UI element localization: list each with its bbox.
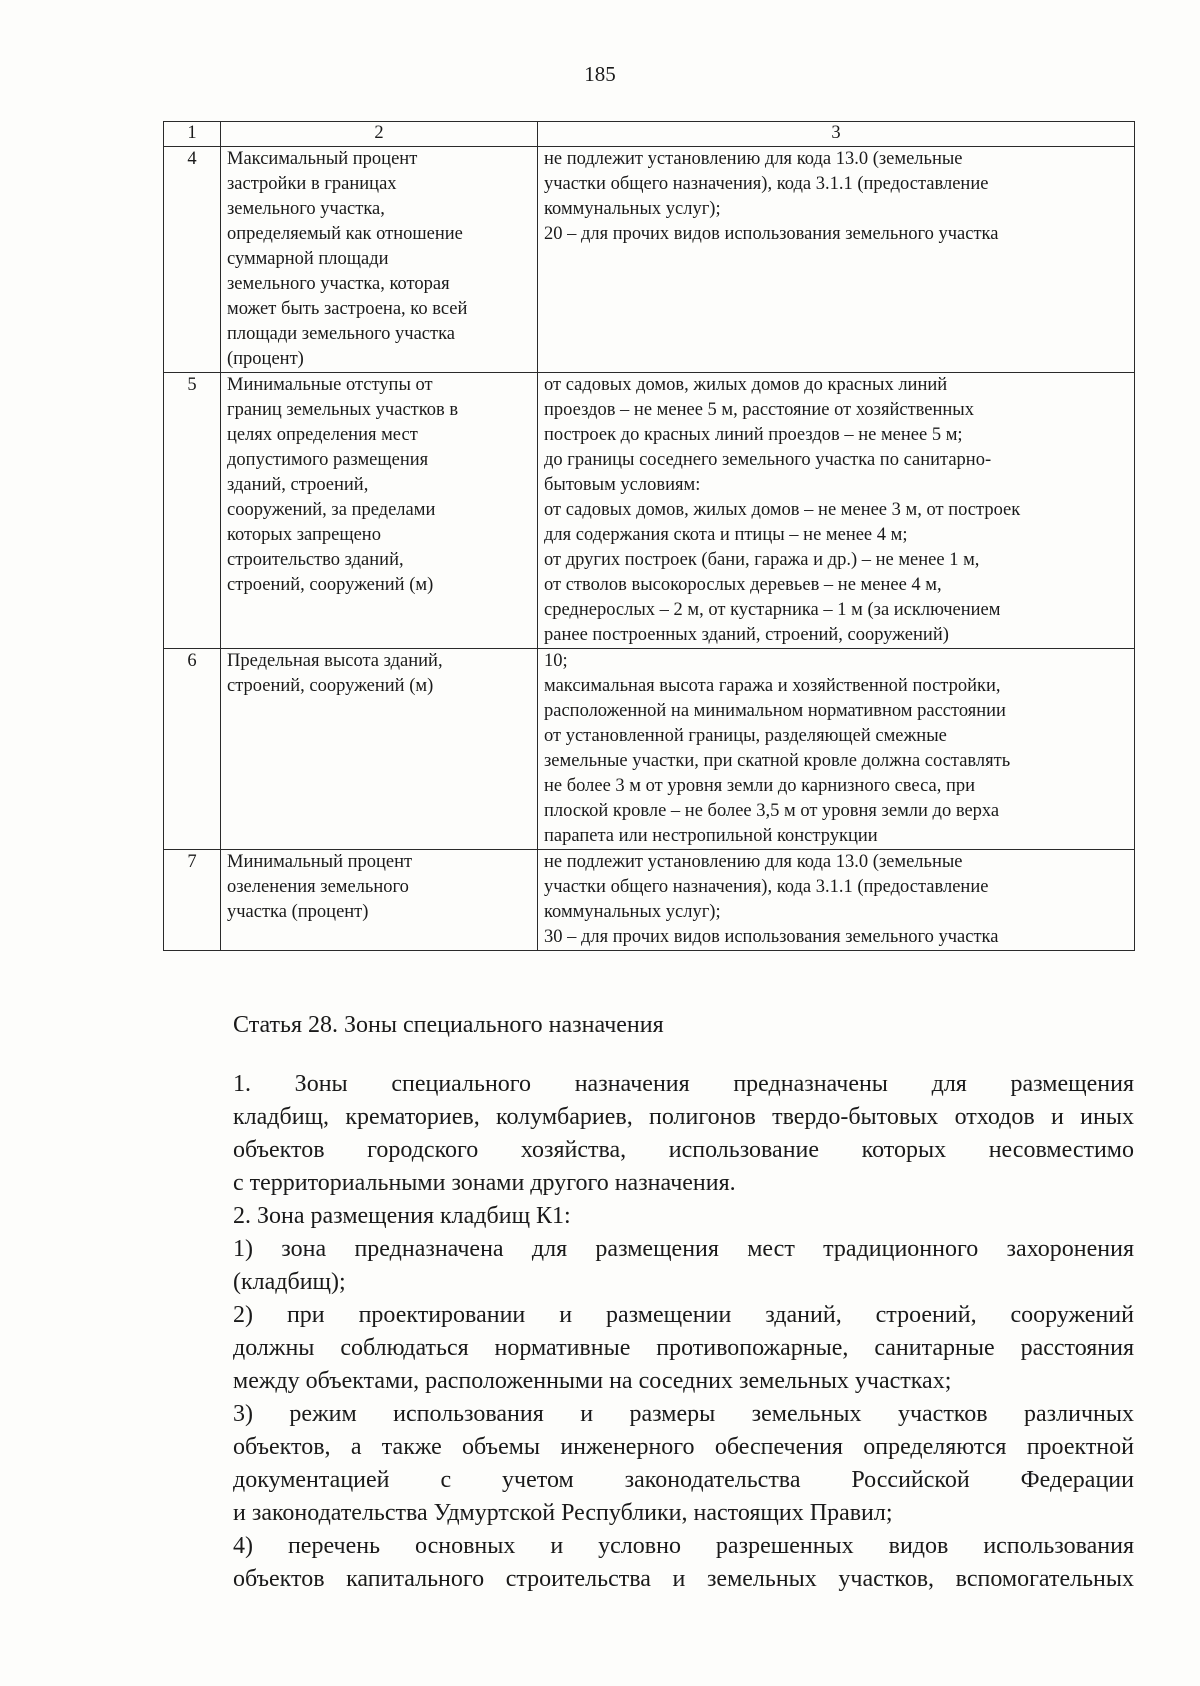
value-line: 20 – для прочих видов использования земельного участка xyxy=(544,224,999,244)
paragraph-line: 4) перечень основных и условно разрешенных видов использования xyxy=(233,1533,1134,1559)
value-line: 10; xyxy=(544,651,568,671)
parameter-line: сооружений, за пределами xyxy=(227,500,436,520)
value-line: земельные участки, при скатной кровле должна составлять xyxy=(544,751,1011,771)
parameter-line: площади земельного участка xyxy=(227,324,456,344)
parameter-line: строительство зданий, xyxy=(227,550,404,570)
paragraph-line: и законодательства Удмуртской Республики, настоящих Правил; xyxy=(233,1500,893,1526)
paragraph-line: объектов капитального строительства и земельных участков, вспомогательных xyxy=(233,1566,1134,1592)
table-row xyxy=(164,850,1135,951)
value-cell xyxy=(538,147,1135,373)
parameter-line: целях определения мест xyxy=(227,425,418,445)
parameter-line: Минимальный процент xyxy=(227,852,413,872)
value-line: коммунальных услуг); xyxy=(544,902,721,922)
paragraph-line: должны соблюдаться нормативные противопожарные, санитарные расстояния xyxy=(233,1335,1134,1361)
paragraph-line: 1) зона предназначена для размещения мест традиционного захоронения xyxy=(233,1236,1134,1262)
row-number: 5 xyxy=(164,373,221,649)
value-line: максимальная высота гаража и хозяйственной постройки, xyxy=(544,676,1001,696)
paragraph xyxy=(163,1530,1134,1596)
article-paragraphs xyxy=(163,1068,1134,1596)
parameter-line: земельного участка, которая xyxy=(227,274,450,294)
table-header-row xyxy=(164,122,1135,147)
value-cell xyxy=(538,850,1135,951)
regulations-table xyxy=(163,121,1135,951)
value-line: участки общего назначения), кода 3.1.1 (предоставление xyxy=(544,877,989,897)
value-line: от садовых домов, жилых домов до красных линий xyxy=(544,375,948,395)
paragraph-line: документацией с учетом законодательства Российской Федерации xyxy=(233,1467,1134,1493)
value-line: участки общего назначения), кода 3.1.1 (предоставление xyxy=(544,174,989,194)
parameter-line: строений, сооружений (м) xyxy=(227,575,434,595)
column-header: 3 xyxy=(538,122,1135,147)
value-line: не подлежит установлению для кода 13.0 (земельные xyxy=(544,149,963,169)
parameter-line: земельного участка, xyxy=(227,199,385,219)
value-line: парапета или нестропильной конструкции xyxy=(544,826,878,846)
parameter-line: Максимальный процент xyxy=(227,149,418,169)
parameter-line: границ земельных участков в xyxy=(227,400,459,420)
value-line: построек до красных линий проездов – не менее 5 м; xyxy=(544,425,963,445)
parameter-line: допустимого размещения xyxy=(227,450,429,470)
value-line: от стволов высокорослых деревьев – не менее 4 м, xyxy=(544,575,942,595)
paragraph xyxy=(163,1398,1134,1530)
value-line: от садовых домов, жилых домов – не менее 3 м, от построек xyxy=(544,500,1021,520)
table-row xyxy=(164,373,1135,649)
parameter-line: Минимальные отступы от xyxy=(227,375,433,395)
paragraph-line: 2. Зона размещения кладбищ К1: xyxy=(233,1203,571,1229)
value-line: коммунальных услуг); xyxy=(544,199,721,219)
article-body xyxy=(163,1009,1134,1596)
value-line: плоской кровле – не более 3,5 м от уровня земли до верха xyxy=(544,801,1000,821)
parameter-cell xyxy=(221,850,538,951)
value-cell xyxy=(538,649,1135,850)
value-line: расположенной на минимальном нормативном расстоянии xyxy=(544,701,1006,721)
value-line: для содержания скота и птицы – не менее 4 м; xyxy=(544,525,908,545)
paragraph xyxy=(163,1068,1134,1200)
column-header: 1 xyxy=(164,122,221,147)
parameter-line: которых запрещено xyxy=(227,525,381,545)
column-header: 2 xyxy=(221,122,538,147)
value-line: не более 3 м от уровня земли до карнизного свеса, при xyxy=(544,776,976,796)
parameter-line: озеленения земельного xyxy=(227,877,409,897)
paragraph xyxy=(163,1299,1134,1398)
parameter-line: зданий, строений, xyxy=(227,475,369,495)
value-line: 30 – для прочих видов использования земельного участка xyxy=(544,927,999,947)
paragraph-line: объектов, а также объемы инженерного обеспечения определяются проектной xyxy=(233,1434,1134,1460)
paragraph-line: объектов городского хозяйства, использование которых несовместимо xyxy=(233,1137,1134,1163)
row-number: 6 xyxy=(164,649,221,850)
paragraph-line: 3) режим использования и размеры земельных участков различных xyxy=(233,1401,1134,1427)
paragraph xyxy=(163,1200,1134,1233)
parameter-line: суммарной площади xyxy=(227,249,389,269)
value-line: до границы соседнего земельного участка по санитарно- xyxy=(544,450,992,470)
page-number: 185 xyxy=(584,62,616,86)
value-line: бытовым условиям: xyxy=(544,475,701,495)
paragraph-line: кладбищ, крематориев, колумбариев, полигонов твердо-бытовых отходов и иных xyxy=(233,1104,1134,1130)
parameter-cell xyxy=(221,373,538,649)
value-line: не подлежит установлению для кода 13.0 (земельные xyxy=(544,852,963,872)
paragraph-line: с территориальными зонами другого назначения. xyxy=(233,1170,736,1196)
value-line: проездов – не менее 5 м, расстояние от хозяйственных xyxy=(544,400,974,420)
value-line: от установленной границы, разделяющей смежные xyxy=(544,726,947,746)
value-line: среднерослых – 2 м, от кустарника – 1 м (за исключением xyxy=(544,600,1001,620)
table-row xyxy=(164,649,1135,850)
paragraph xyxy=(163,1233,1134,1299)
row-number: 4 xyxy=(164,147,221,373)
value-line: ранее построенных зданий, строений, сооружений) xyxy=(544,625,949,645)
parameter-cell xyxy=(221,147,538,373)
parameter-line: строений, сооружений (м) xyxy=(227,676,434,696)
parameter-line: Предельная высота зданий, xyxy=(227,651,443,671)
parameter-line: может быть застроена, ко всей xyxy=(227,299,468,319)
paragraph-line: 2) при проектировании и размещении зданий, строений, сооружений xyxy=(233,1302,1134,1328)
value-cell xyxy=(538,373,1135,649)
row-number: 7 xyxy=(164,850,221,951)
parameter-line: (процент) xyxy=(227,349,304,369)
parameter-cell xyxy=(221,649,538,850)
paragraph-line: (кладбищ); xyxy=(233,1269,346,1295)
parameter-line: определяемый как отношение xyxy=(227,224,463,244)
paragraph-line: 1. Зоны специального назначения предназначены для размещения xyxy=(233,1071,1134,1097)
article-heading: Статья 28. Зоны специального назначения xyxy=(233,1012,664,1038)
table-row xyxy=(164,147,1135,373)
paragraph-line: между объектами, расположенными на соседних земельных участках; xyxy=(233,1368,952,1394)
parameter-line: застройки в границах xyxy=(227,174,397,194)
parameter-line: участка (процент) xyxy=(227,902,369,922)
value-line: от других построек (бани, гаража и др.) – не менее 1 м, xyxy=(544,550,980,570)
